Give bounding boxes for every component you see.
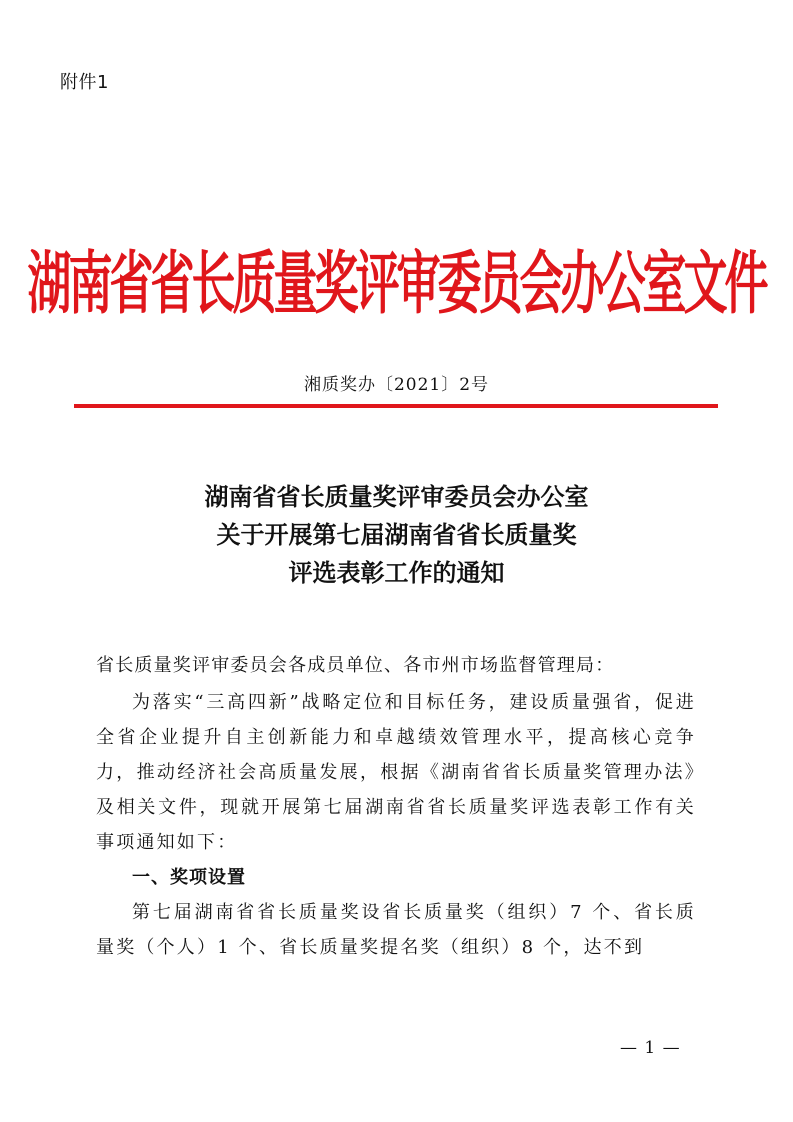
title-line-1: 湖南省省长质量奖评审委员会办公室: [204, 482, 589, 511]
attachment-label: 附件1: [60, 72, 109, 93]
red-separator-line: [74, 404, 718, 408]
title-line-3: 评选表彰工作的通知: [288, 558, 505, 587]
document-body: [96, 648, 696, 965]
section-heading-awards: 一、奖项设置: [132, 867, 246, 888]
document-number: 湘质奖办〔2021〕2号: [303, 375, 490, 395]
notice-title: [0, 478, 793, 592]
paragraph-intro: 为落实“三高四新”战略定位和目标任务，建设质量强省，促进全省企业提升自主创新能力和卓越绩效管理水平，提高核心竞争力，推动经济社会高质量发展，根据《湖南省省长质量奖管理办法》及相关文件，现就开展第七届湖南省省长质量奖评选表彰工作有关事项通知如下：: [96, 692, 696, 853]
paragraph-awards: 第七届湖南省省长质量奖设省长质量奖（组织）7 个、省长质量奖（个人）1 个、省长质量奖提名奖（组织）8 个，达不到: [96, 902, 696, 958]
masthead-title: 湖南省省长质量奖评审委员会办公室文件: [27, 245, 766, 325]
salutation: 省长质量奖评审委员会各成员单位、各市州市场监督管理局：: [96, 655, 615, 676]
page-number: — 1 —: [620, 1038, 681, 1058]
title-line-2: 关于开展第七届湖南省省长质量奖: [216, 520, 577, 549]
